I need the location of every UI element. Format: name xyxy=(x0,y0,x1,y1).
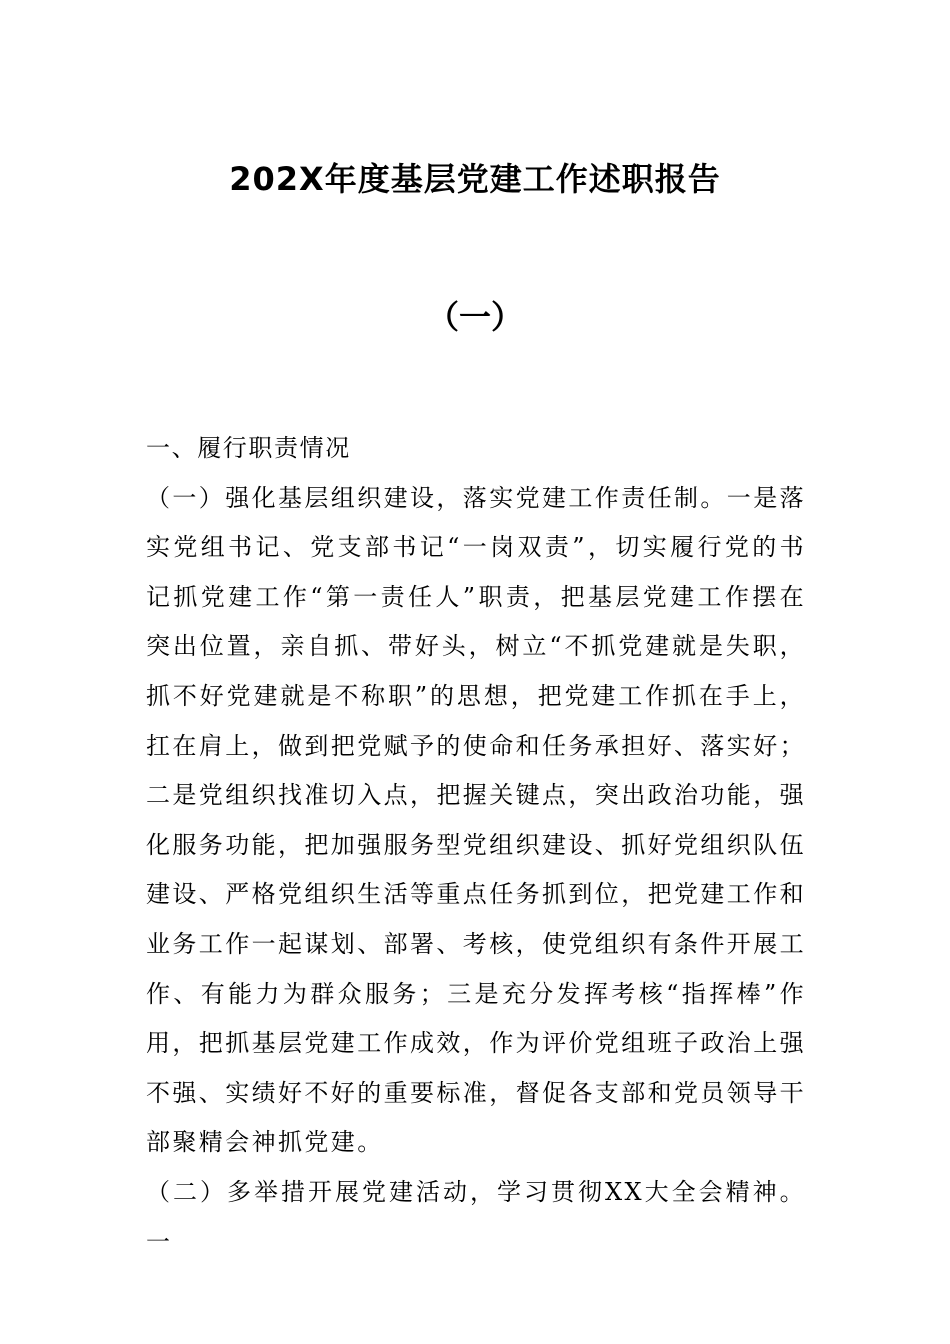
heading-duties: 一、履行职责情况 xyxy=(146,434,351,462)
document-title: 202X年度基层党建工作述职报告 xyxy=(229,160,721,198)
section-number: （一） xyxy=(426,298,523,336)
document-body xyxy=(146,424,806,1267)
paragraph-organization-building: （一）强化基层组织建设，落实党建工作责任制。一是落实党组书记、党支部书记“一岗双责”，切实履行党的书记抓党建工作“第一责任人”职责，把基层党建工作摆在突出位置，亲自抓、带好头，树立“不抓党建就是失职，抓不好党建就是不称职”的思想，把党建工作抓在手上，扛在肩上，做到把党赋予的使命和任务承担好、落实好；二是党组织找准切入点，把握关键点，突出政治功能，强化服务功能，把加强服务型党组织建设、抓好党组织队伍建设、严格党组织生活等重点任务抓到位，把党建工作和业务工作一起谋划、部署、考核，使党组织有条件开展工作、有能力为群众服务；三是充分发挥考核“指挥棒”作用，把抓基层党建工作成效，作为评价党组班子政治上强不强、实绩好不好的重要标准，督促各支部和党员领导干部聚精会神抓党建。 xyxy=(146,483,806,1157)
paragraph-party-activities: （二）多举措开展党建活动，学习贯彻XX大全会精神。一 xyxy=(146,1177,806,1256)
